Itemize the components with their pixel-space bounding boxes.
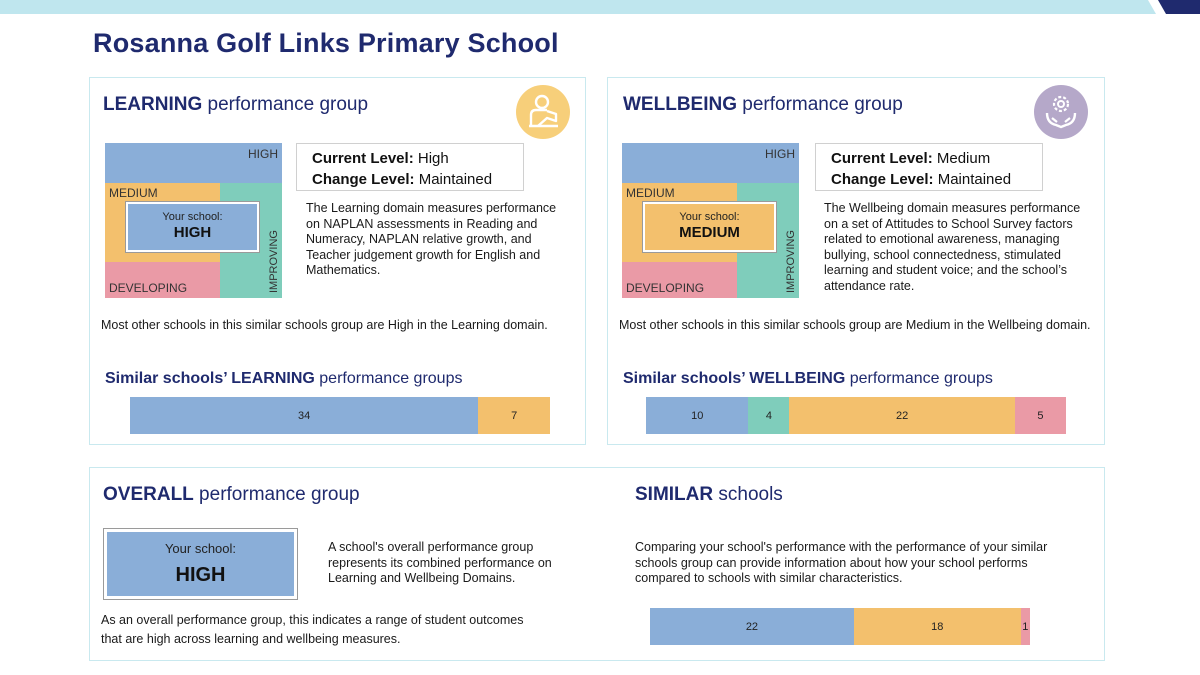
wellbeing-bar-segment-improving <box>748 397 789 434</box>
overall-note: As an overall performance group, this indicates a range of student outcomes that are high across learning and wellbeing measures. <box>101 613 524 646</box>
wellbeing-bar-segment-high <box>646 397 748 434</box>
similar-bar-segment-high <box>650 608 854 645</box>
wellbeing-similar-title-rest: performance groups <box>845 370 993 387</box>
matrix-medium-label: MEDIUM <box>109 186 158 200</box>
learning-panel <box>89 77 586 445</box>
learning-icon-circle <box>516 85 570 139</box>
hands-gear-icon <box>1034 85 1088 139</box>
wellbeing-panel-title <box>623 94 903 116</box>
wellbeing-bar-segment-medium <box>789 397 1014 434</box>
your-school-caption: Your school: <box>679 211 740 223</box>
change-level-value: Maintained <box>414 171 493 188</box>
overall-your-school-box <box>104 529 297 599</box>
student-reading-icon <box>516 85 570 139</box>
current-level-label: Current Level: <box>312 150 414 167</box>
overall-description: A school's overall performance group represents its combined performance on Learning and Wellbeing Domains. <box>328 540 552 585</box>
learning-panel-title <box>103 94 368 116</box>
overall-panel-title <box>103 484 360 506</box>
similar-panel-title <box>635 484 783 506</box>
overall-your-school-value: HIGH <box>175 564 226 586</box>
similar-title-rest: schools <box>713 484 783 505</box>
wellbeing-matrix <box>622 143 799 298</box>
wellbeing-your-school-box <box>643 202 776 252</box>
wellbeing-bar-segment-label: 5 <box>1037 409 1044 422</box>
wellbeing-bar-segment-developing <box>1015 397 1066 434</box>
wellbeing-similar-bar <box>646 397 1066 434</box>
overall-your-school-caption: Your school: <box>164 541 237 556</box>
learning-similar-bar <box>130 397 550 434</box>
learning-matrix <box>105 143 282 298</box>
learning-bar-segment-medium <box>478 397 550 434</box>
page-title: Rosanna Golf Links Primary School <box>93 28 559 58</box>
similar-bar-segment-label: 18 <box>931 620 944 633</box>
overall-title-rest: performance group <box>193 484 360 505</box>
learning-bar-segment-label: 34 <box>298 409 311 422</box>
your-school-value: MEDIUM <box>679 224 740 241</box>
learning-level-box <box>296 143 524 191</box>
similar-title-bold: SIMILAR <box>635 484 714 505</box>
wellbeing-bar-segment-label: 10 <box>691 409 704 422</box>
matrix-high-label: HIGH <box>765 147 795 161</box>
learning-description: The Learning domain measures performance on NAPLAN assessments in Reading and Numeracy, NAPLAN relative growth, and Teacher judgement growth for English and Mathematics. <box>306 201 557 277</box>
similar-bar-segment-developing <box>1021 608 1030 645</box>
change-level-label: Change Level: <box>831 171 934 188</box>
current-level-value: High <box>413 150 449 167</box>
wellbeing-panel <box>607 77 1105 445</box>
matrix-developing-label: DEVELOPING <box>626 281 705 295</box>
wellbeing-title-bold: WELLBEING <box>623 94 737 115</box>
learning-bar-segment-high <box>130 397 478 434</box>
corner-triangle-decoration <box>1148 0 1200 14</box>
wellbeing-description: The Wellbeing domain measures performance on a set of Attitudes to School Survey factors related to emotional awareness, managing bullying, school connectedness, stimulated learning and student voice; and the school’s attendance rate. <box>824 201 1081 293</box>
matrix-improving-label: IMPROVING <box>268 230 280 293</box>
learning-note: Most other schools in this similar schools group are High in the Learning domain. <box>101 318 548 332</box>
learning-title-rest: performance group <box>202 94 369 115</box>
matrix-developing-label: DEVELOPING <box>109 281 188 295</box>
wellbeing-title-rest: performance group <box>737 94 903 115</box>
similar-schools-bar <box>650 608 1030 645</box>
wellbeing-icon-circle <box>1034 85 1088 139</box>
similar-bar-segment-medium <box>854 608 1021 645</box>
wellbeing-bar-segment-label: 22 <box>895 409 909 422</box>
wellbeing-similar-title-bold: Similar schools’ WELLBEING <box>623 370 846 387</box>
change-level-label: Change Level: <box>312 171 415 188</box>
overall-title-bold: OVERALL <box>103 484 194 505</box>
change-level-value: Maintained <box>933 171 1012 188</box>
learning-title-bold: LEARNING <box>103 94 203 115</box>
your-school-caption: Your school: <box>162 211 223 223</box>
learning-bar-segment-label: 7 <box>511 409 518 422</box>
learning-your-school-box <box>126 202 259 252</box>
learning-similar-title-rest: performance groups <box>314 370 463 387</box>
similar-bar-segment-label: 1 <box>1022 620 1029 633</box>
similar-bar-segment-label: 22 <box>745 620 759 633</box>
wellbeing-bar-segment-label: 4 <box>765 409 772 422</box>
similar-description: Comparing your school's performance with the performance of your similar schools group can provide information about how your school performs compared to schools with similar characteristics. <box>635 540 1048 585</box>
current-level-label: Current Level: <box>831 150 933 167</box>
learning-similar-title <box>105 370 462 388</box>
wellbeing-note: Most other schools in this similar schools group are Medium in the Wellbeing domain. <box>619 318 1091 332</box>
matrix-medium-label: MEDIUM <box>626 186 675 200</box>
wellbeing-similar-title <box>623 370 993 388</box>
your-school-value: HIGH <box>173 224 212 241</box>
current-level-value: Medium <box>932 150 991 167</box>
learning-similar-title-bold: Similar schools’ LEARNING <box>105 370 315 387</box>
matrix-improving-label: IMPROVING <box>785 230 797 293</box>
matrix-high-label: HIGH <box>248 147 278 161</box>
top-banner-bar <box>0 0 1200 14</box>
wellbeing-level-box <box>815 143 1043 191</box>
